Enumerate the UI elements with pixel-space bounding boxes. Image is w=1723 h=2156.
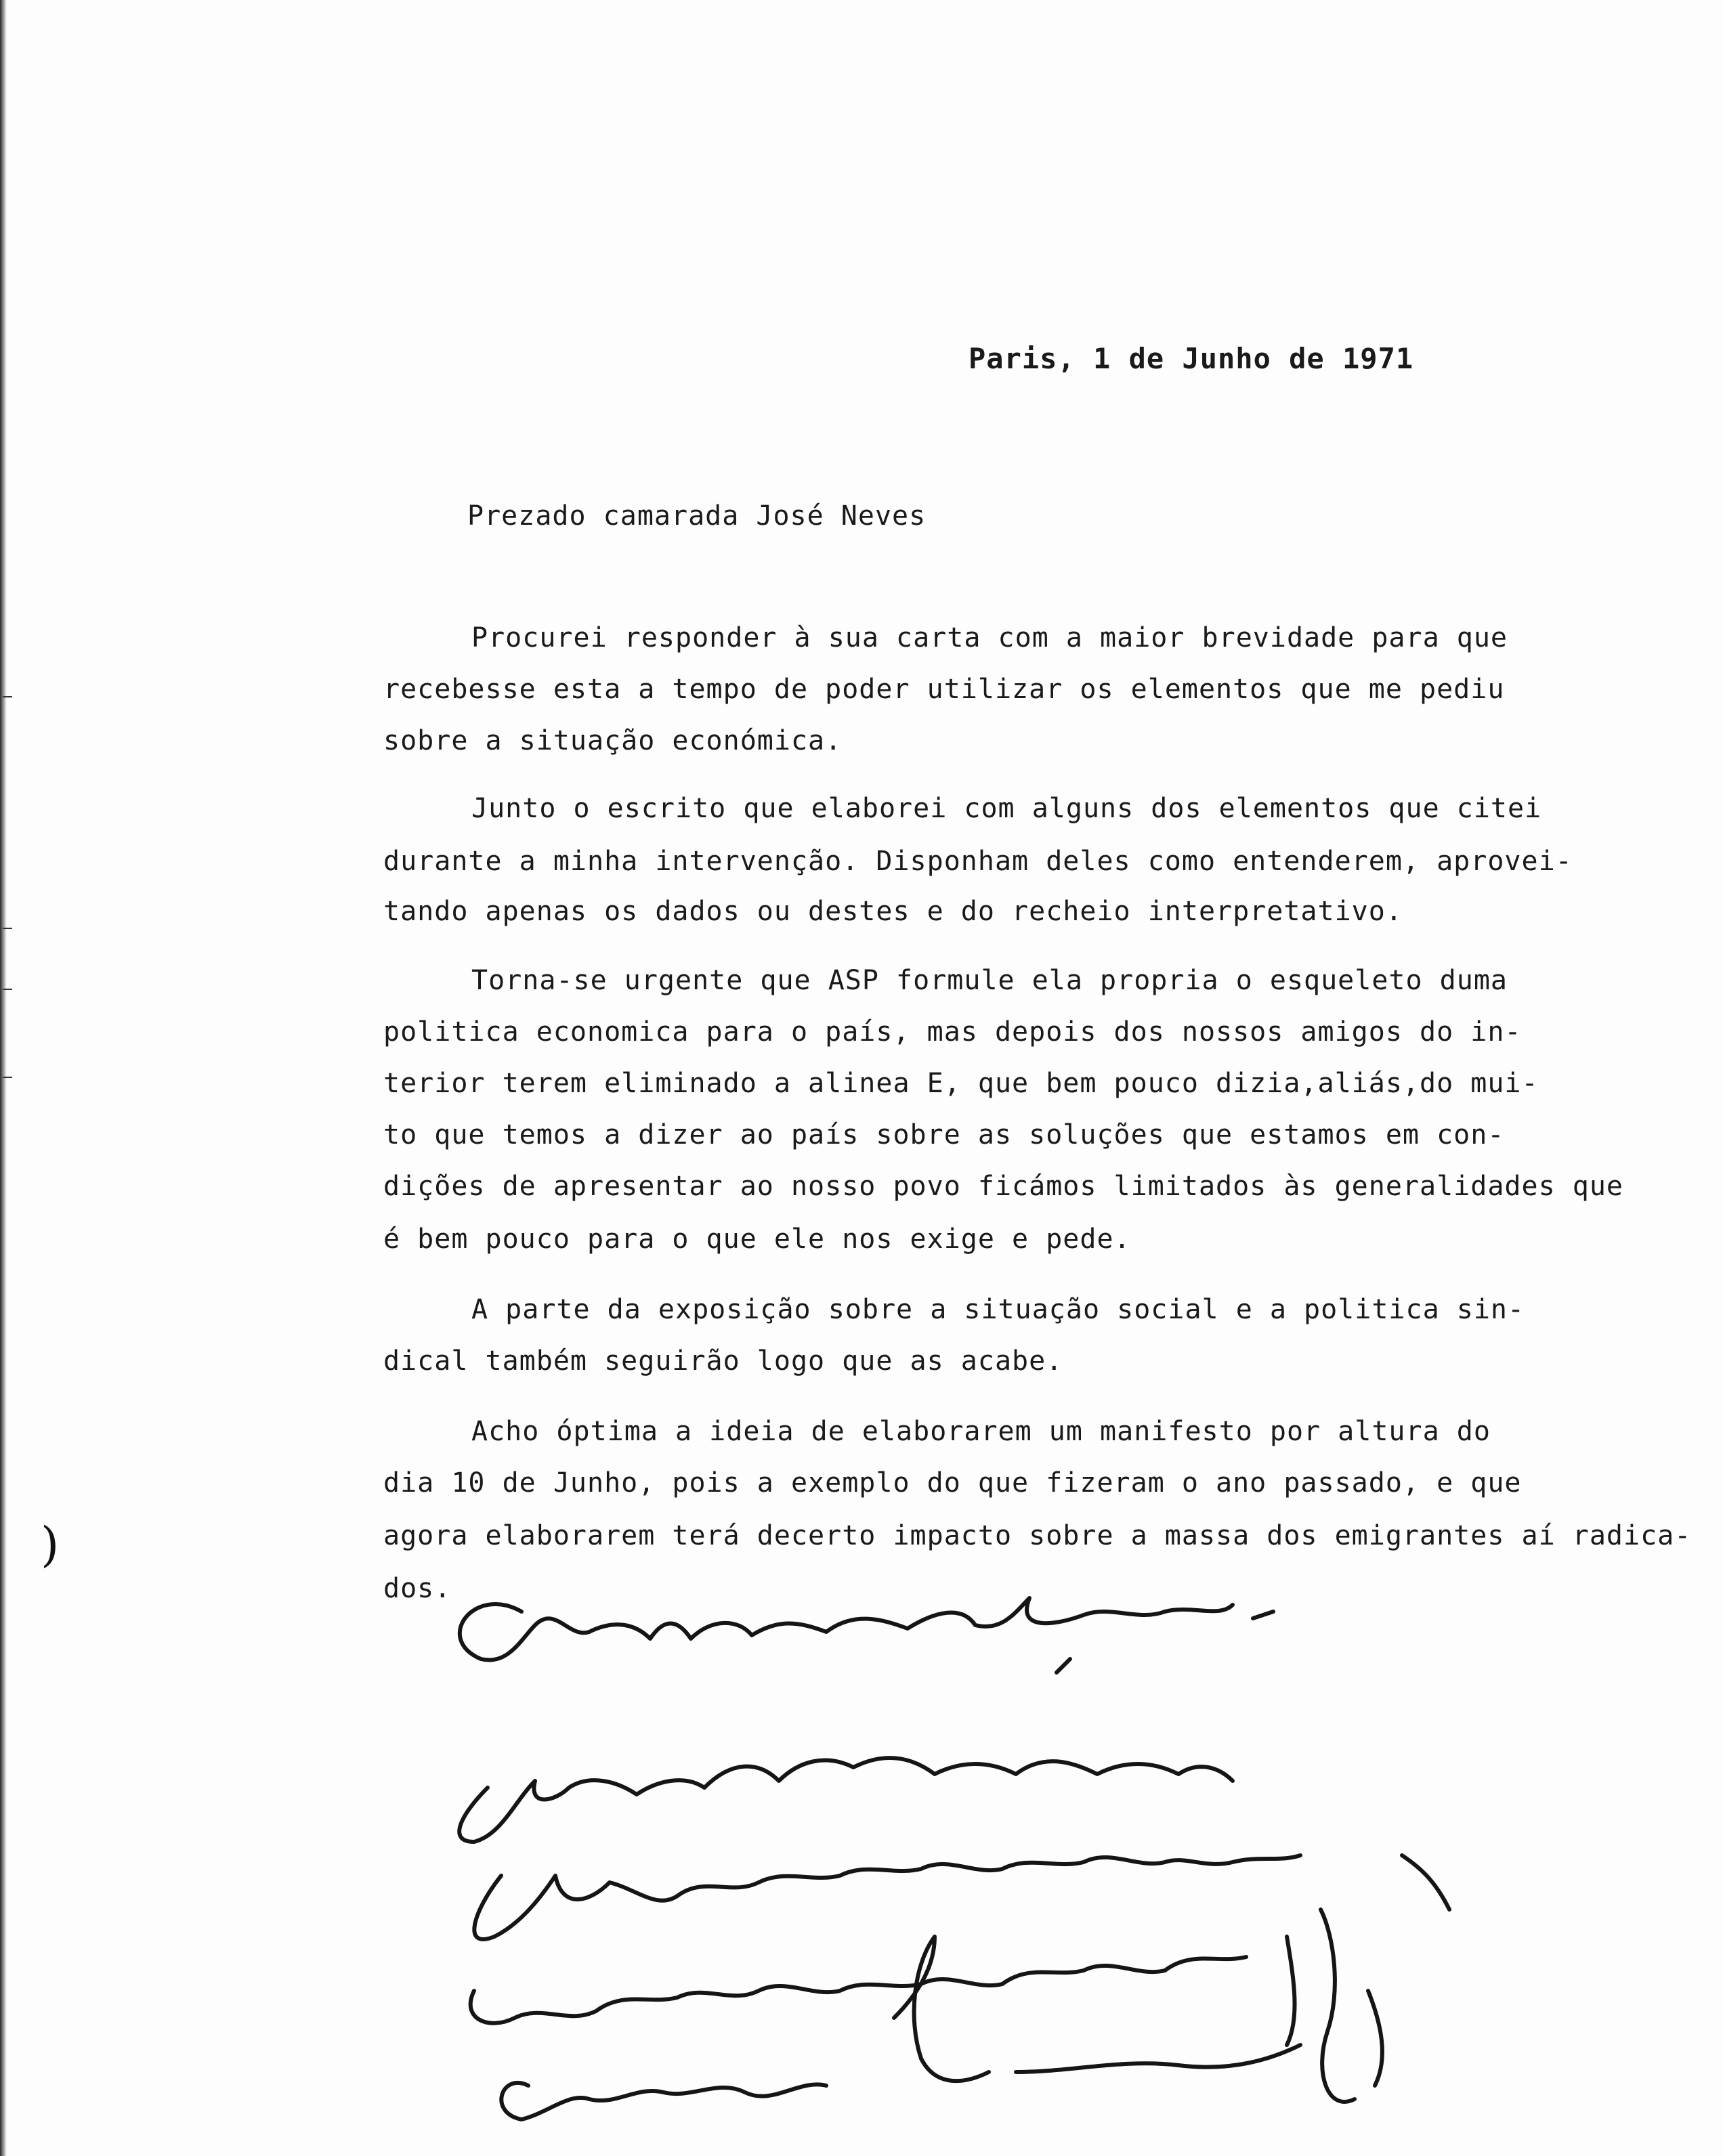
letter-date: Paris, 1 de Junho de 1971 <box>969 342 1414 375</box>
paragraph-3-line-5: dições de apresentar ao nosso povo ficámos limitados às generalidades que <box>383 1171 1623 1202</box>
paragraph-2-line-2: durante a minha intervenção. Disponham deles como entenderem, aprovei- <box>383 846 1573 877</box>
paragraph-2-line-3: tando apenas os dados ou destes e do recheio interpretativo. <box>383 896 1403 927</box>
paragraph-1-line-1: Procurei responder à sua carta com a maior brevidade para que <box>471 622 1508 653</box>
paragraph-3-line-3: terior terem eliminado a alinea E, que bem pouco dizia,aliás,do mui- <box>383 1068 1539 1099</box>
margin-tick <box>3 696 12 697</box>
scan-edge <box>0 0 7 2156</box>
margin-paren-mark: ) <box>41 1517 60 1572</box>
paragraph-3-line-6: é bem pouco para o que ele nos exige e pede. <box>383 1224 1131 1255</box>
paragraph-3-line-4: to que temos a dizer ao país sobre as soluções que estamos em con- <box>383 1119 1505 1150</box>
paragraph-5-line-4: dos. <box>383 1573 452 1604</box>
paragraph-5-line-3: agora elaborarem terá decerto impacto sobre a massa dos emigrantes aí radica- <box>383 1520 1692 1551</box>
paragraph-4-line-2: dical também seguirão logo que as acabe. <box>383 1345 1063 1377</box>
paragraph-1-line-3: sobre a situação económica. <box>383 725 843 756</box>
margin-tick <box>3 989 12 990</box>
margin-tick <box>3 1077 12 1078</box>
paragraph-3-line-1: Torna-se urgente que ASP formule ela propria o esqueleto duma <box>471 965 1508 996</box>
salutation: Prezado camarada José Neves <box>467 500 927 532</box>
paragraph-2-line-1: Junto o escrito que elaborei com alguns dos elementos que citei <box>471 793 1542 824</box>
margin-tick <box>3 928 12 929</box>
handwritten-signature <box>420 1557 1639 2140</box>
paragraph-5-line-2: dia 10 de Junho, pois a exemplo do que fizeram o ano passado, e que <box>383 1467 1522 1499</box>
paragraph-1-line-2: recebesse esta a tempo de poder utilizar os elementos que me pediu <box>383 674 1505 705</box>
paragraph-3-line-2: politica economica para o país, mas depois dos nossos amigos do in- <box>383 1016 1522 1048</box>
paragraph-5-line-1: Acho óptima a ideia de elaborarem um manifesto por altura do <box>471 1416 1491 1447</box>
paragraph-4-line-1: A parte da exposição sobre a situação social e a politica sin- <box>471 1294 1525 1325</box>
